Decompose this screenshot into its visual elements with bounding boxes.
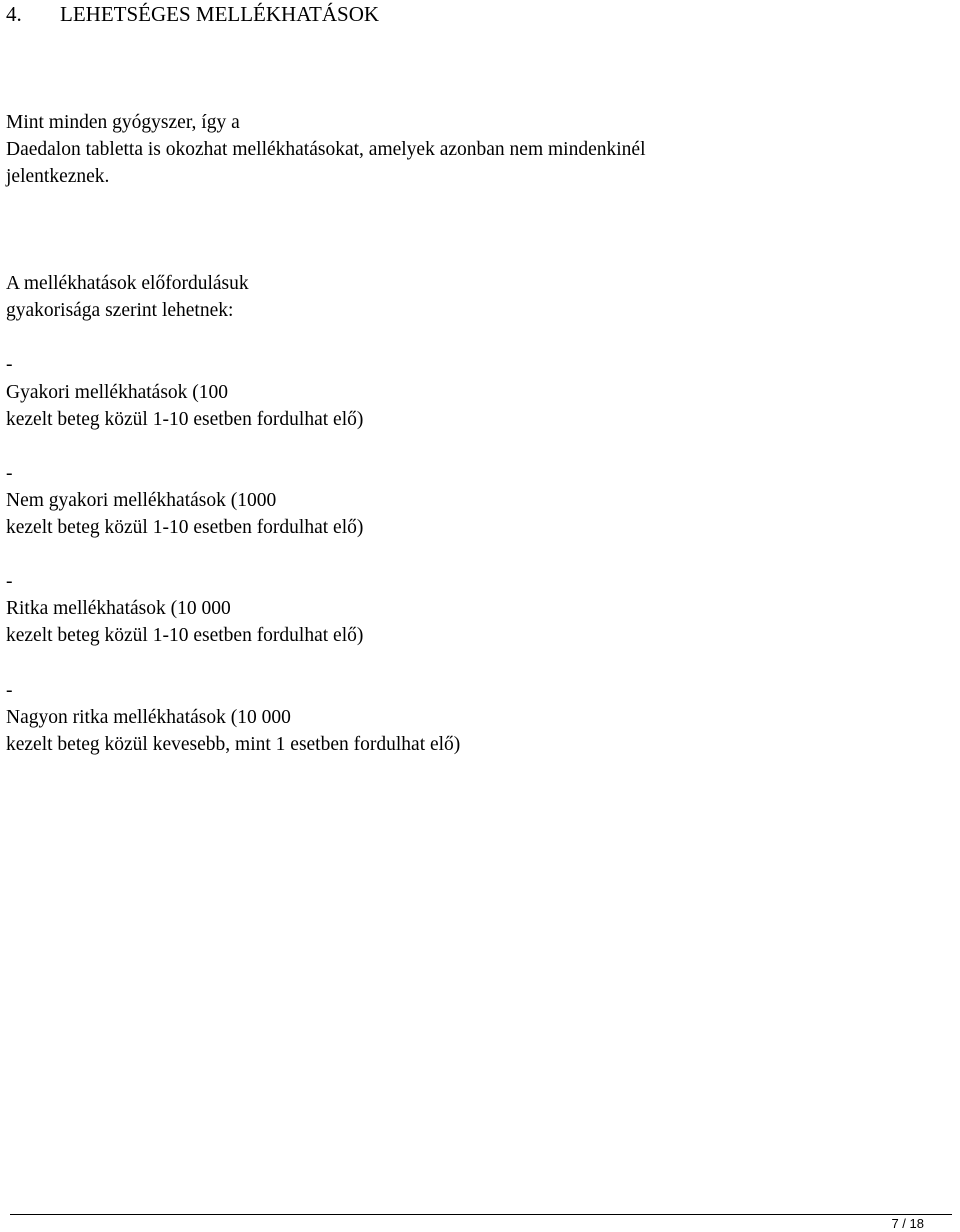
- list-item-line: kezelt beteg közül 1-10 esetben fordulhat elő): [6, 409, 364, 430]
- section-title: LEHETSÉGES MELLÉKHATÁSOK: [60, 2, 380, 26]
- intro-line: Mint minden gyógyszer, így a: [6, 112, 240, 133]
- list-item-line: Gyakori mellékhatások (100: [6, 382, 229, 403]
- footer-divider: [10, 1214, 952, 1215]
- list-item-line: Ritka mellékhatások (10 000: [6, 598, 231, 619]
- list-item-line: kezelt beteg közül 1-10 esetben fordulhat elő): [6, 517, 364, 538]
- page-number: 7 / 18: [891, 1216, 924, 1231]
- list-item-line: Nem gyakori mellékhatások (1000: [6, 490, 277, 511]
- section-heading: [6, 0, 379, 28]
- intro-line: jelentkeznek.: [6, 166, 110, 187]
- frequency-line: A mellékhatások előfordulásuk: [6, 273, 249, 294]
- list-dash: -: [6, 354, 13, 375]
- list-dash: -: [6, 571, 13, 592]
- frequency-line: gyakorisága szerint lehetnek:: [6, 300, 234, 321]
- section-number: 4.: [6, 2, 22, 26]
- intro-line: Daedalon tabletta is okozhat mellékhatásokat, amelyek azonban nem mindenkinél: [6, 139, 646, 160]
- list-item-line: kezelt beteg közül kevesebb, mint 1 esetben fordulhat elő): [6, 734, 461, 755]
- list-dash: -: [6, 680, 13, 701]
- list-dash: -: [6, 463, 13, 484]
- list-item-line: kezelt beteg közül 1-10 esetben fordulhat elő): [6, 625, 364, 646]
- list-item-line: Nagyon ritka mellékhatások (10 000: [6, 707, 291, 728]
